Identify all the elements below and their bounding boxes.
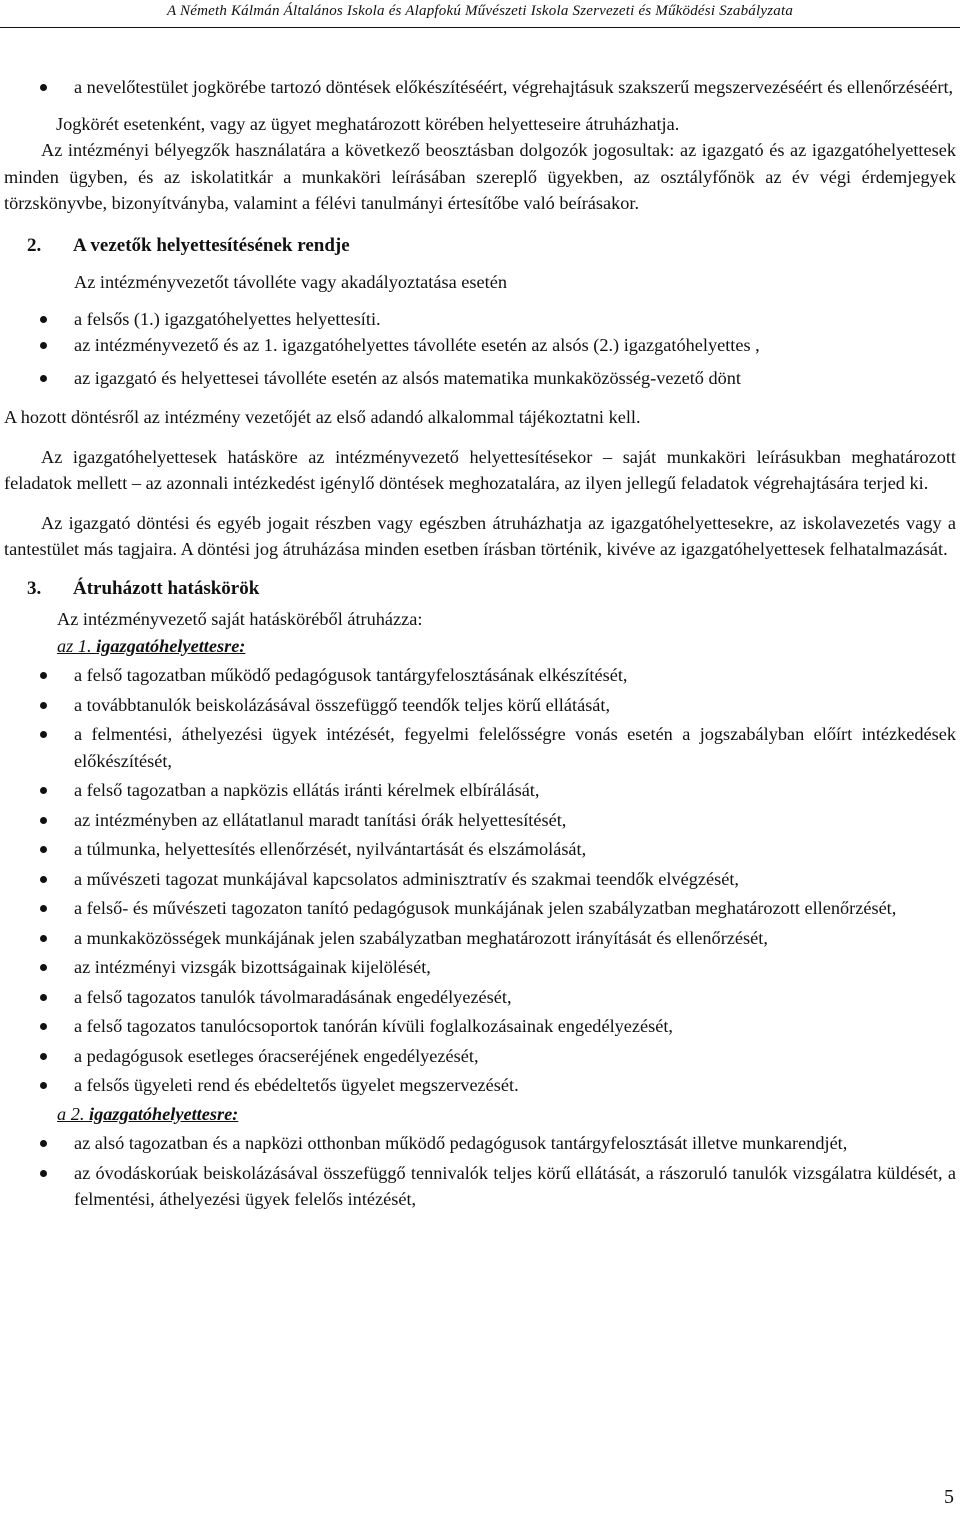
deputy-2-label-bold: igazgatóhelyettesre: <box>89 1103 239 1124</box>
page-number: 5 <box>944 1486 954 1508</box>
list-item: a munkaközösségek munkájának jelen szabályzatban meghatározott irányítását és ellenőrzését, <box>4 925 956 952</box>
running-header: A Németh Kálmán Általános Iskola és Alapfokú Művészeti Iskola Szervezeti és Működési Szabályzata <box>166 3 794 19</box>
section-2-heading <box>4 233 956 260</box>
list-item: az alsó tagozatban és a napközi otthonban működő pedagógusok tantárgyfelosztását illetve munkarendjét, <box>4 1130 956 1157</box>
deputy-1-label-prefix: az 1. <box>57 635 92 656</box>
list-item: az igazgató és helyettesei távolléte esetén az alsós matematika munkaközösség-vezető dönt <box>4 365 956 392</box>
deputy-1-label <box>4 633 956 660</box>
document-body <box>4 74 956 1213</box>
list-item: az óvodáskorúak beiskolázásával összefüggő tennivalók teljes körű ellátását, a rászoruló tanulók vizsgálatra küldését, a felmentési, áthelyezési ügyek felelős intézését, <box>4 1160 956 1213</box>
section-3-intro: Az intézményvezető saját hatásköréből átruházza: <box>57 609 423 629</box>
section-3-number: 3. <box>27 577 42 599</box>
section-2-number: 2. <box>27 234 42 256</box>
deputy-2-task-list <box>4 1130 956 1213</box>
list-item: a művészeti tagozat munkájával kapcsolatos adminisztratív és szakmai teendők elvégzését, <box>4 866 956 893</box>
section-3-title: Átruházott hatáskörök <box>73 577 260 599</box>
list-item: a felsős ügyeleti rend és ebédeltetős ügyelet megszervezését. <box>4 1072 956 1099</box>
deputy-1-task-list <box>4 662 956 1099</box>
section-2-intro: Az intézményvezetőt távolléte vagy akadályoztatása esetén <box>74 272 507 292</box>
header-divider <box>0 27 960 28</box>
list-item: a felső tagozatban a napközis ellátás iránti kérelmek elbírálását, <box>4 777 956 804</box>
substitution-list <box>4 306 956 392</box>
deputy-1-label-bold: igazgatóhelyettesre: <box>96 635 246 656</box>
list-item: a felső tagozatos tanulócsoportok tanórán kívüli foglalkozásainak engedélyezését, <box>4 1013 956 1040</box>
list-item: a továbbtanulók beiskolázásával összefüggő teendők teljes körű ellátását, <box>4 692 956 719</box>
list-item: az intézményben az ellátatlanul maradt tanítási órák helyettesítését, <box>4 807 956 834</box>
list-item: az intézményi vizsgák bizottságainak kijelölését, <box>4 954 956 981</box>
delegation-note: Jogkörét esetenként, vagy az ügyet meghatározott körében helyetteseire átruházhatja. <box>56 113 680 134</box>
list-item: a felmentési, áthelyezési ügyek intézését, fegyelmi felelősségre vonás esetén a jogszabályban előírt intézkedések előkészítését, <box>4 721 956 774</box>
decision-note: A hozott döntésről az intézmény vezetőjét az első adandó alkalommal tájékoztatni kell. <box>4 407 641 427</box>
stamp-paragraph: Az intézményi bélyegzők használatára a következő beosztásban dolgozók jogosultak: az igazgató és az igazgatóhelyettesek minden ügyben, és az iskolatitkár a munkaköri leírásában szereplő ügyekben, az osztályfőnök az év végi érdemjegyek törzskönyvbe, bizonyítványba, valamint a félévi tanulmányi értesítőbe való beírásakor. <box>4 140 956 213</box>
list-item: a nevelőtestület jogkörébe tartozó döntések előkészítéséért, végrehajtásuk szakszerű megszervezéséért és ellenőrzéséért, <box>4 74 956 101</box>
list-item: a felső tagozatban működő pedagógusok tantárgyfelosztásának elkészítését, <box>4 662 956 689</box>
list-item: a felső tagozatos tanulók távolmaradásának engedélyezését, <box>4 984 956 1011</box>
delegation-rights-paragraph: Az igazgató döntési és egyéb jogait részben vagy egészben átruházhatja az igazgatóhelyettesekre, az iskolavezetés vagy a tantestület más tagjaira. A döntési jog átruházása minden esetben írásban történik, kivéve az igazgatóhelyettesek felhatalmazását. <box>4 512 956 559</box>
deputy-2-label-prefix: a 2. <box>57 1103 85 1124</box>
list-item: a pedagógusok esetleges óracseréjének engedélyezését, <box>4 1043 956 1070</box>
section-2-title: A vezetők helyettesítésének rendje <box>73 234 350 256</box>
deputy-2-label <box>4 1101 956 1128</box>
list-item: a túlmunka, helyettesítés ellenőrzését, nyilvántartását és elszámolását, <box>4 836 956 863</box>
list-item: a felső- és művészeti tagozaton tanító pedagógusok munkájának jelen szabályzatban meghatározott ellenőrzését, <box>4 895 956 922</box>
top-bullet-list <box>4 74 956 101</box>
list-item: a felsős (1.) igazgatóhelyettes helyettesíti. <box>4 306 956 333</box>
list-item: az intézményvezető és az 1. igazgatóhelyettes távolléte esetén az alsós (2.) igazgatóhelyettes , <box>4 332 956 359</box>
section-3-heading <box>4 576 956 603</box>
deputy-authority-paragraph: Az igazgatóhelyettesek hatásköre az intézményvezető helyettesítésekor – saját munkaköri leírásukban meghatározott feladatok mellett – az azonnali intézkedést igénylő döntések meghozatalára, az ilyen jellegű feladatok végrehajtására terjed ki. <box>4 446 956 493</box>
